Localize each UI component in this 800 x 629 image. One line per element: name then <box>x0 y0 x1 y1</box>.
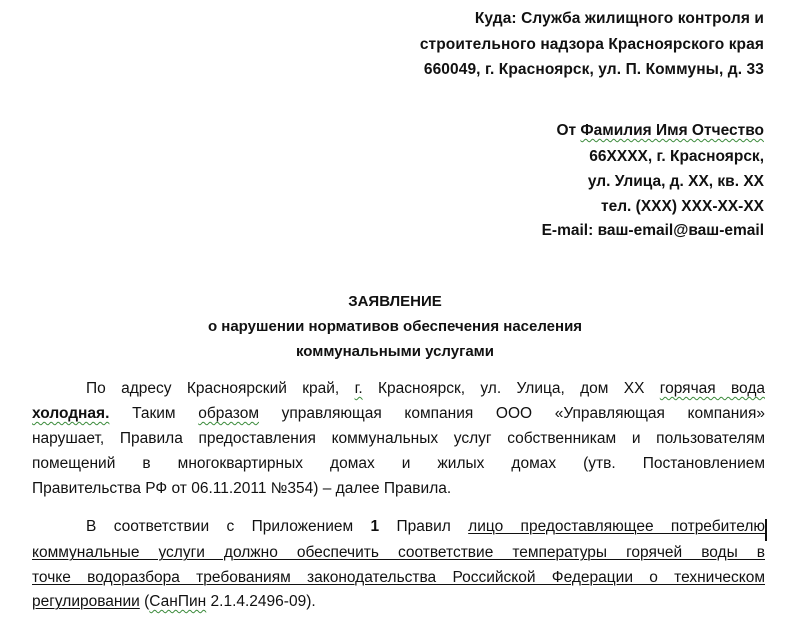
sender-name: Фамилия Имя Отчество <box>580 122 764 139</box>
document-subtitle-2: коммунальными услугами <box>295 343 494 360</box>
paragraph2-line-1 <box>86 518 765 536</box>
paragraph1-line-5 <box>32 480 765 498</box>
p1-hot-water: горячая вода <box>659 380 765 397</box>
paragraph1-line-4: помещений в многоквартирных домах и жилых домах (утв. Постановлением <box>32 455 765 472</box>
sender-street: ул. Улица, д. XX, кв. XX <box>587 173 764 190</box>
recipient-address: 660049, г. Красноярск, ул. П. Коммуны, д. 33 <box>423 61 764 78</box>
recipient-line-2: строительного надзора Красноярского края <box>419 36 764 53</box>
paragraph1-line-3: нарушает, Правила предоставления коммунальных услуг собственникам и пользователям <box>32 430 765 447</box>
p2-sanpin: СанПин <box>149 593 207 610</box>
document-heading: ЗАЯВЛЕНИЕ <box>348 293 442 310</box>
p1-text-c: Красноярск, ул. Улица, дом XX <box>377 380 645 397</box>
sender-email-value: ваш-email@ваш-email <box>597 222 764 239</box>
recipient-line-1: Куда: Служба жилищного контроля и <box>474 10 764 27</box>
p2-provider: лицо предоставляющее потребителю <box>468 518 765 535</box>
paragraph2-line-3: точке водоразбора требованиям законодательства Российской Федерации о техническом <box>32 569 765 586</box>
p1-cold: холодная. <box>32 405 110 422</box>
p1-period: . <box>446 480 452 497</box>
p1-government: Правительства РФ от 06.11.2011 №354) – далее Правила <box>32 480 447 497</box>
sender-postcode-city: 66XXXX, г. Красноярск, <box>589 148 764 165</box>
p1-text-a: По адресу Красноярский край, <box>86 380 340 397</box>
p1-takim: Таким <box>132 405 176 422</box>
p2-number: 1 <box>370 518 380 535</box>
paragraph2-line-2: коммунальные услуги должно обеспечить соответствие температуры горячей воды в <box>32 544 765 561</box>
paragraph2-line-4 <box>32 593 765 611</box>
p1-company: управляющая компания ООО «Управляющая компания» <box>281 405 765 422</box>
p1-obrazom: образом <box>198 405 259 422</box>
p1-text-g: г. <box>354 380 363 397</box>
p2-regulation: регулировании <box>32 593 140 610</box>
p2-pravil: Правил <box>396 518 451 535</box>
paragraph1-line-2 <box>32 405 765 423</box>
sender-phone: тел. (XXX) XXX-XX-XX <box>600 198 764 215</box>
sender-from-prefix: От <box>556 122 577 139</box>
document-subtitle-1: о нарушении нормативов обеспечения населения <box>207 318 583 335</box>
sender-email-line <box>542 222 764 240</box>
sender-name-line <box>556 122 764 140</box>
text-cursor <box>765 519 767 541</box>
p2-text-a: В соответствии с Приложением <box>86 518 354 535</box>
sender-email-label: E-mail: <box>541 222 594 239</box>
p2-code: 2.1.4.2496-09). <box>210 593 316 610</box>
p2-paren: ( <box>144 593 150 610</box>
paragraph1-line-1 <box>86 380 765 398</box>
